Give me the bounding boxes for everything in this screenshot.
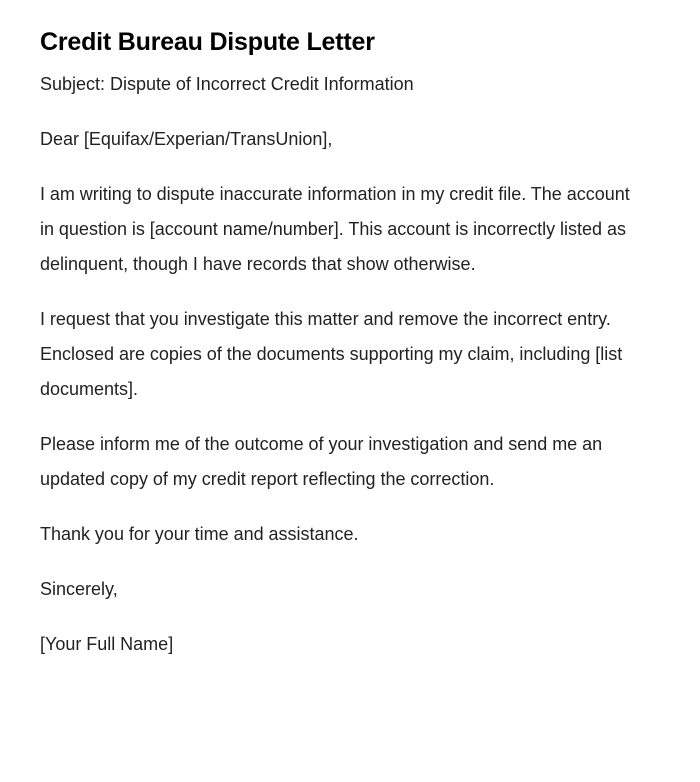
page-title: Credit Bureau Dispute Letter	[40, 28, 375, 56]
letter-body	[40, 67, 644, 662]
body-paragraph-3: Please inform me of the outcome of your investigation and send me an updated copy of my credit report reflecting the correction.	[40, 434, 603, 489]
subject-line: Subject: Dispute of Incorrect Credit Information	[40, 74, 414, 94]
closing-thanks-line: Thank you for your time and assistance.	[40, 524, 359, 544]
signoff-line: Sincerely,	[40, 579, 118, 599]
signature-name-line: [Your Full Name]	[40, 634, 174, 654]
salutation-line: Dear [Equifax/Experian/TransUnion],	[40, 129, 333, 149]
body-paragraph-1: I am writing to dispute inaccurate information in my credit file. The account in question is [account name/number]. This account is incorrectly listed as delinquent, though I have records that show otherwise.	[40, 184, 630, 274]
body-paragraph-2: I request that you investigate this matter and remove the incorrect entry. Enclosed are copies of the documents supporting my claim, including [list documents].	[40, 309, 623, 399]
